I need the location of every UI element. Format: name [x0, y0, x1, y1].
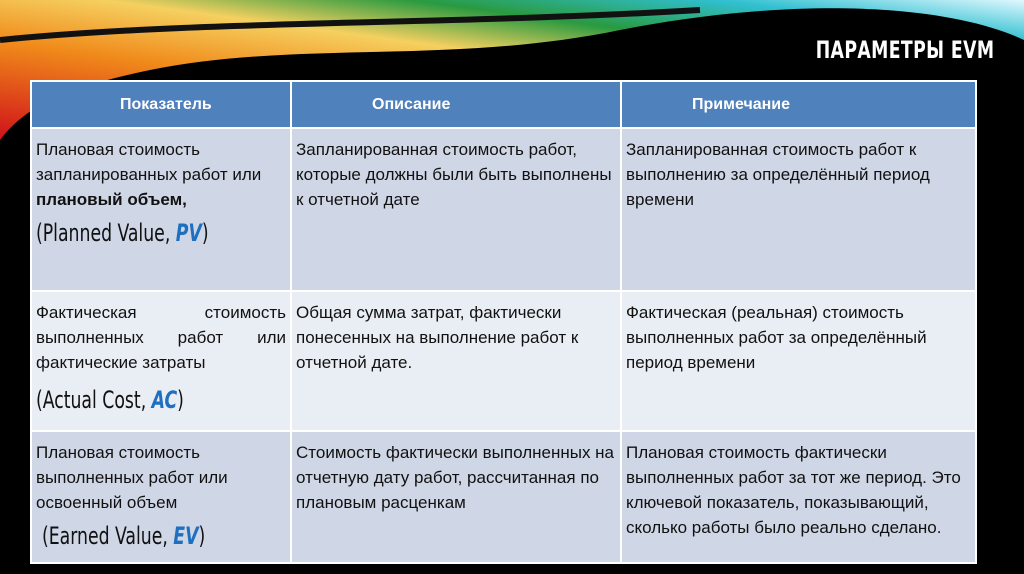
en-close: ): [201, 219, 209, 247]
table-row: [31, 431, 976, 563]
en-close: ): [177, 386, 184, 414]
header-note: Примечание: [621, 81, 976, 128]
header-description: Описание: [291, 81, 621, 128]
en-term-text: (Planned Value,: [36, 219, 176, 247]
note-cell: Запланированная стоимость работ к выполнению за определённый период времени: [621, 128, 976, 291]
abbreviation: EV: [173, 522, 199, 550]
en-term-text: (Actual Cost,: [36, 386, 152, 414]
evm-parameters-table: [30, 80, 977, 564]
indicator-text: Плановая стоимость запланированных работ или: [36, 140, 262, 184]
indicator-cell: [31, 291, 291, 431]
description-cell: Запланированная стоимость работ, которые должны были быть выполнены к отчетной дате: [291, 128, 621, 291]
indicator-cell: [31, 128, 291, 291]
english-term: [36, 216, 236, 250]
abbreviation: PV: [175, 219, 202, 247]
description-cell: Общая сумма затрат, фактически понесенных на выполнение работ к отчетной дате.: [291, 291, 621, 431]
table-header-row: [31, 81, 976, 128]
table-row: [31, 128, 976, 291]
english-term: [42, 519, 237, 553]
en-term-text: (Earned Value,: [42, 522, 174, 550]
table-row: [31, 291, 976, 431]
indicator-cell: [31, 431, 291, 563]
indicator-text: Фактическая стоимость выполненных работ или фактические затраты: [36, 303, 286, 372]
description-cell: Стоимость фактически выполненных на отчетную дату работ, рассчитанная по плановым расценкам: [291, 431, 621, 563]
indicator-text: Плановая стоимость выполненных работ или освоенный объем: [36, 443, 228, 512]
slide-title: ПАРАМЕТРЫ EVM: [815, 36, 994, 64]
abbreviation: AC: [151, 386, 178, 414]
note-cell: Фактическая (реальная) стоимость выполненных работ за определённый период времени: [621, 291, 976, 431]
header-indicator: Показатель: [31, 81, 291, 128]
note-cell: Плановая стоимость фактически выполненных работ за тот же период. Это ключевой показатель, показывающий, сколько работы было реально сделано.: [621, 431, 976, 563]
en-close: ): [198, 522, 206, 550]
english-term: [36, 383, 236, 417]
indicator-bold-text: плановый объем,: [36, 190, 187, 209]
